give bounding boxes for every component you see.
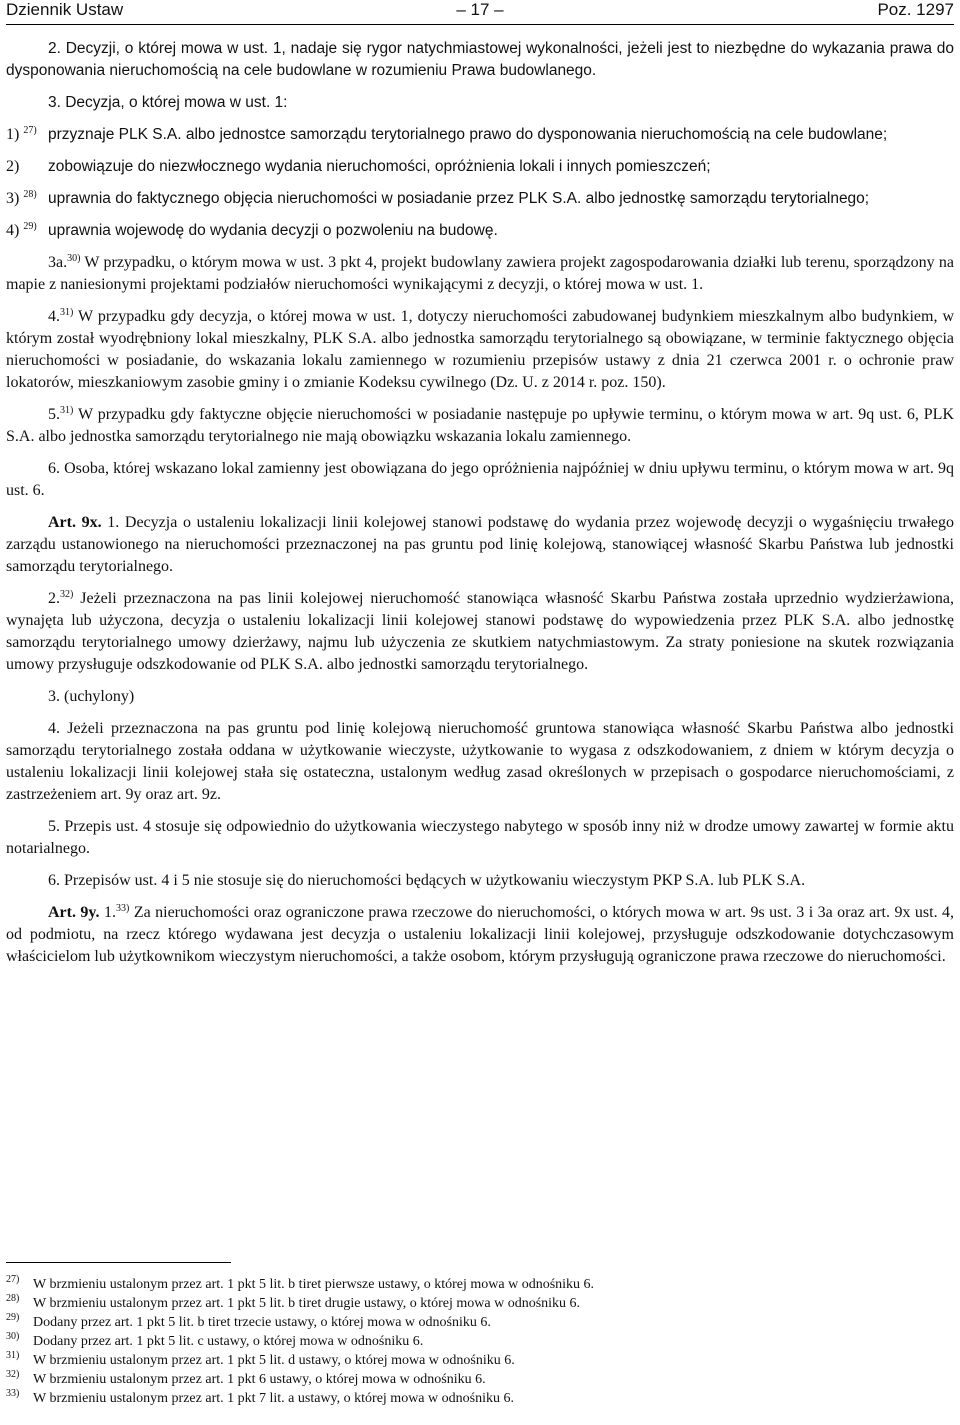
footnote-text: Dodany przez art. 1 pkt 5 lit. b tiret trzecie ustawy, o której mowa w odnośniku 6.	[33, 1315, 491, 1330]
footnote-ref: 31)	[60, 405, 74, 416]
article-9x-paragraph-6: 6. Przepisów ust. 4 i 5 nie stosuje się do nieruchomości będących w użytkowaniu wieczystym PKP S.A. lub PLK S.A.	[48, 872, 806, 889]
footnote-text: Dodany przez art. 1 pkt 5 lit. c ustawy, o której mowa w odnośniku 6.	[33, 1334, 424, 1349]
paragraph-text: W przypadku gdy decyzja, o której mowa w ust. 1, dotyczy nieruchomości zabudowanej budynkiem mieszkalnym albo budynkiem, w którym został wyodrębniony lokal mieszkalny, PLK S.A. albo jednostka samorządu terytorialnego są obowiązane, w terminie faktycznego objęcia nieruchomości w posiadanie, do wskazania lokalu zamiennego w rozumieniu przepisów ustawy z dnia 21 czerwca 2001 r. o ochronie praw lokatorów, mieszkaniowym zasobie gminy i o zmianie Kodeksu cywilnego (Dz. U. z 2014 r. poz. 150).	[6, 308, 954, 391]
footnote-ref: 28)	[23, 189, 37, 200]
footnote-ref: 31)	[60, 307, 74, 318]
article-9x-paragraph-5: 5. Przepis ust. 4 stosuje się odpowiednio do użytkowania wieczystego nabytego w sposób inny niż w drodze umowy zawartej w formie aktu notarialnego.	[6, 818, 954, 857]
footnote-number: 27)	[6, 1274, 20, 1285]
item-text: zobowiązuje do niezwłocznego wydania nieruchomości, opróżnienia lokali i innych pomieszczeń;	[48, 158, 711, 175]
article-label: Art. 9x.	[48, 514, 102, 531]
footnote-number: 31)	[6, 1350, 20, 1361]
article-9x	[6, 512, 954, 578]
item-text: uprawnia wojewodę do wydania decyzji o pozwoleniu na budowę.	[48, 222, 498, 239]
paragraph-text: Jeżeli przeznaczona na pas linii kolejowej nieruchomość stanowiąca własność Skarbu Państwa została uprzednio wydzierżawiona, wynajęta lub użyczona, decyzja o ustaleniu lokalizacji linii kolejowej stanowi podstawę do wypowiedzenia przez PLK S.A. albo jednostkę samorządu terytorialnego umowy dzierżawy, najmu lub użyczenia ze skutkiem natychmiastowym. Za straty poniesione na skutek rozwiązania umowy przysługuje odszkodowanie od PLK S.A. albo jednostki samorządu terytorialnego.	[6, 590, 955, 673]
paragraph-text: W przypadku, o którym mowa w ust. 3 pkt 4, projekt budowlany zawiera projekt zagospodarowania działki lub terenu, sporządzony na mapie z naniesionymi projektami podziałów nieruchomości wynikającymi z decyzji, o której mowa w ust. 1.	[6, 254, 954, 293]
paragraph-text: W przypadku gdy faktyczne objęcie nieruchomości w posiadanie następuje po upływie terminu, o którym mowa w art. 9q ust. 6, PLK S.A. albo jednostka samorządu terytorialnego nie mają obowiązku wskazania lokalu zamiennego.	[6, 406, 954, 445]
footnote-text: W brzmieniu ustalonym przez art. 1 pkt 5 lit. d ustawy, o której mowa w odnośniku 6.	[33, 1353, 515, 1368]
item-number: 4)	[6, 222, 20, 239]
paragraph-number: 3a.	[48, 254, 68, 271]
paragraph-6: 6. Osoba, której wskazano lokal zamienny jest obowiązana do jego opróżnienia najpóźniej w dniu upływu terminu, o którym mowa w art. 9q ust. 6.	[6, 460, 954, 499]
footnote-divider	[6, 1262, 231, 1263]
article-9x-paragraph-3: 3. (uchylony)	[48, 688, 135, 705]
footnote	[6, 1389, 954, 1408]
article-9y	[6, 902, 954, 968]
article-9x-paragraph-4: 4. Jeżeli przeznaczona na pas gruntu pod linię kolejową nieruchomość gruntowa stanowiąca własność Skarbu Państwa albo jednostki samorządu terytorialnego została oddana w użytkowanie wieczyste, użytkowanie to wygasa z odszkodowaniem, z dniem w którym decyzja o ustaleniu lokalizacji linii kolejowej stała się ostateczna, ustalonym według zasad określonych w przepisach o gospodarce nieruchomościami, z zastrzeżeniem art. 9y oraz art. 9z.	[6, 720, 954, 803]
footnote-text: W brzmieniu ustalonym przez art. 1 pkt 5 lit. b tiret pierwsze ustawy, o której mowa w odnośniku 6.	[33, 1277, 595, 1292]
paragraph-number: 1.	[104, 904, 117, 921]
footnote-number: 30)	[6, 1331, 20, 1342]
paragraph-2: 2. Decyzji, o której mowa w ust. 1, nadaje się rygor natychmiastowej wykonalności, jeżeli jest to niezbędne do wykazania prawa do dysponowania nieruchomością na cele budowlane w rozumieniu Prawa budowlanego.	[6, 40, 954, 79]
footnote	[6, 1313, 954, 1332]
article-9x-paragraph-2	[6, 588, 954, 676]
footnote-ref: 32)	[60, 589, 74, 600]
paragraph-text: 1. Decyzja o ustaleniu lokalizacji linii kolejowej stanowi podstawę do wydania przez wojewodę decyzji o wygaśnięciu trwałego zarządu ustanowionego na nieruchomości przeznaczonej na pas gruntu pod linię kolejową, stanowiącej własność Skarbu Państwa lub jednostki samorządu terytorialnego.	[6, 514, 955, 575]
paragraph-number: 2.	[48, 590, 60, 607]
list-item	[6, 156, 954, 178]
footnote-ref: 29)	[23, 221, 37, 232]
footnote-text: W brzmieniu ustalonym przez art. 1 pkt 5 lit. b tiret drugie ustawy, o której mowa w odnośniku 6.	[33, 1296, 581, 1311]
footnote	[6, 1275, 954, 1294]
list-item	[6, 220, 954, 242]
article-label: Art. 9y.	[48, 904, 100, 921]
paragraph-3-intro: 3. Decyzja, o której mowa w ust. 1:	[48, 94, 288, 111]
item-number: 1)	[6, 126, 20, 143]
list-item	[6, 124, 954, 146]
paragraph-text: Za nieruchomości oraz ograniczone prawa rzeczowe do nieruchomości, o których mowa w art. 9s ust. 3 i 3a oraz art. 9x ust. 4, od podmiotu, na rzecz którego wydawana jest decyzja o ustaleniu lokalizacji linii kolejowej, przysługuje odszkodowanie dotychczasowym właścicielom lub użytkownikom wieczystym nieruchomości, a także osobom, którym przysługują ograniczone prawa rzeczowe do nieruchomości.	[6, 904, 955, 965]
paragraph-3a	[6, 252, 954, 296]
footnote-number: 33)	[6, 1388, 20, 1399]
page-number: – 17 –	[456, 0, 504, 19]
item-text: przyznaje PLK S.A. albo jednostce samorządu terytorialnego prawo do dysponowania nieruchomością na cele budowlane;	[48, 126, 888, 143]
paragraph-4	[6, 306, 954, 394]
item-text: uprawnia do faktycznego objęcia nieruchomości w posiadanie przez PLK S.A. albo jednostkę samorządu terytorialnego;	[48, 190, 870, 207]
footnote-ref: 27)	[23, 125, 37, 136]
footnote-text: W brzmieniu ustalonym przez art. 1 pkt 7 lit. a ustawy, o której mowa w odnośniku 6.	[33, 1391, 514, 1406]
footnotes	[6, 1262, 954, 1408]
document-body	[6, 38, 954, 978]
footnote-number: 32)	[6, 1369, 20, 1380]
footnote-number: 28)	[6, 1293, 20, 1304]
paragraph-number: 5.	[48, 406, 60, 423]
footnote	[6, 1351, 954, 1370]
list-item	[6, 188, 954, 210]
position-number: Poz. 1297	[877, 0, 954, 19]
footnote	[6, 1370, 954, 1389]
footnote-ref: 30)	[67, 253, 81, 264]
paragraph-number: 4.	[48, 308, 60, 325]
journal-title: Dziennik Ustaw	[6, 0, 124, 19]
footnote	[6, 1294, 954, 1313]
footnote-ref: 33)	[116, 903, 130, 914]
footnote-text: W brzmieniu ustalonym przez art. 1 pkt 6 ustawy, o której mowa w odnośniku 6.	[33, 1372, 486, 1387]
item-number: 3)	[6, 190, 20, 207]
footnote	[6, 1332, 954, 1351]
footnote-number: 29)	[6, 1312, 20, 1323]
item-number: 2)	[6, 158, 20, 175]
page-header	[6, 0, 954, 25]
paragraph-5	[6, 404, 954, 448]
